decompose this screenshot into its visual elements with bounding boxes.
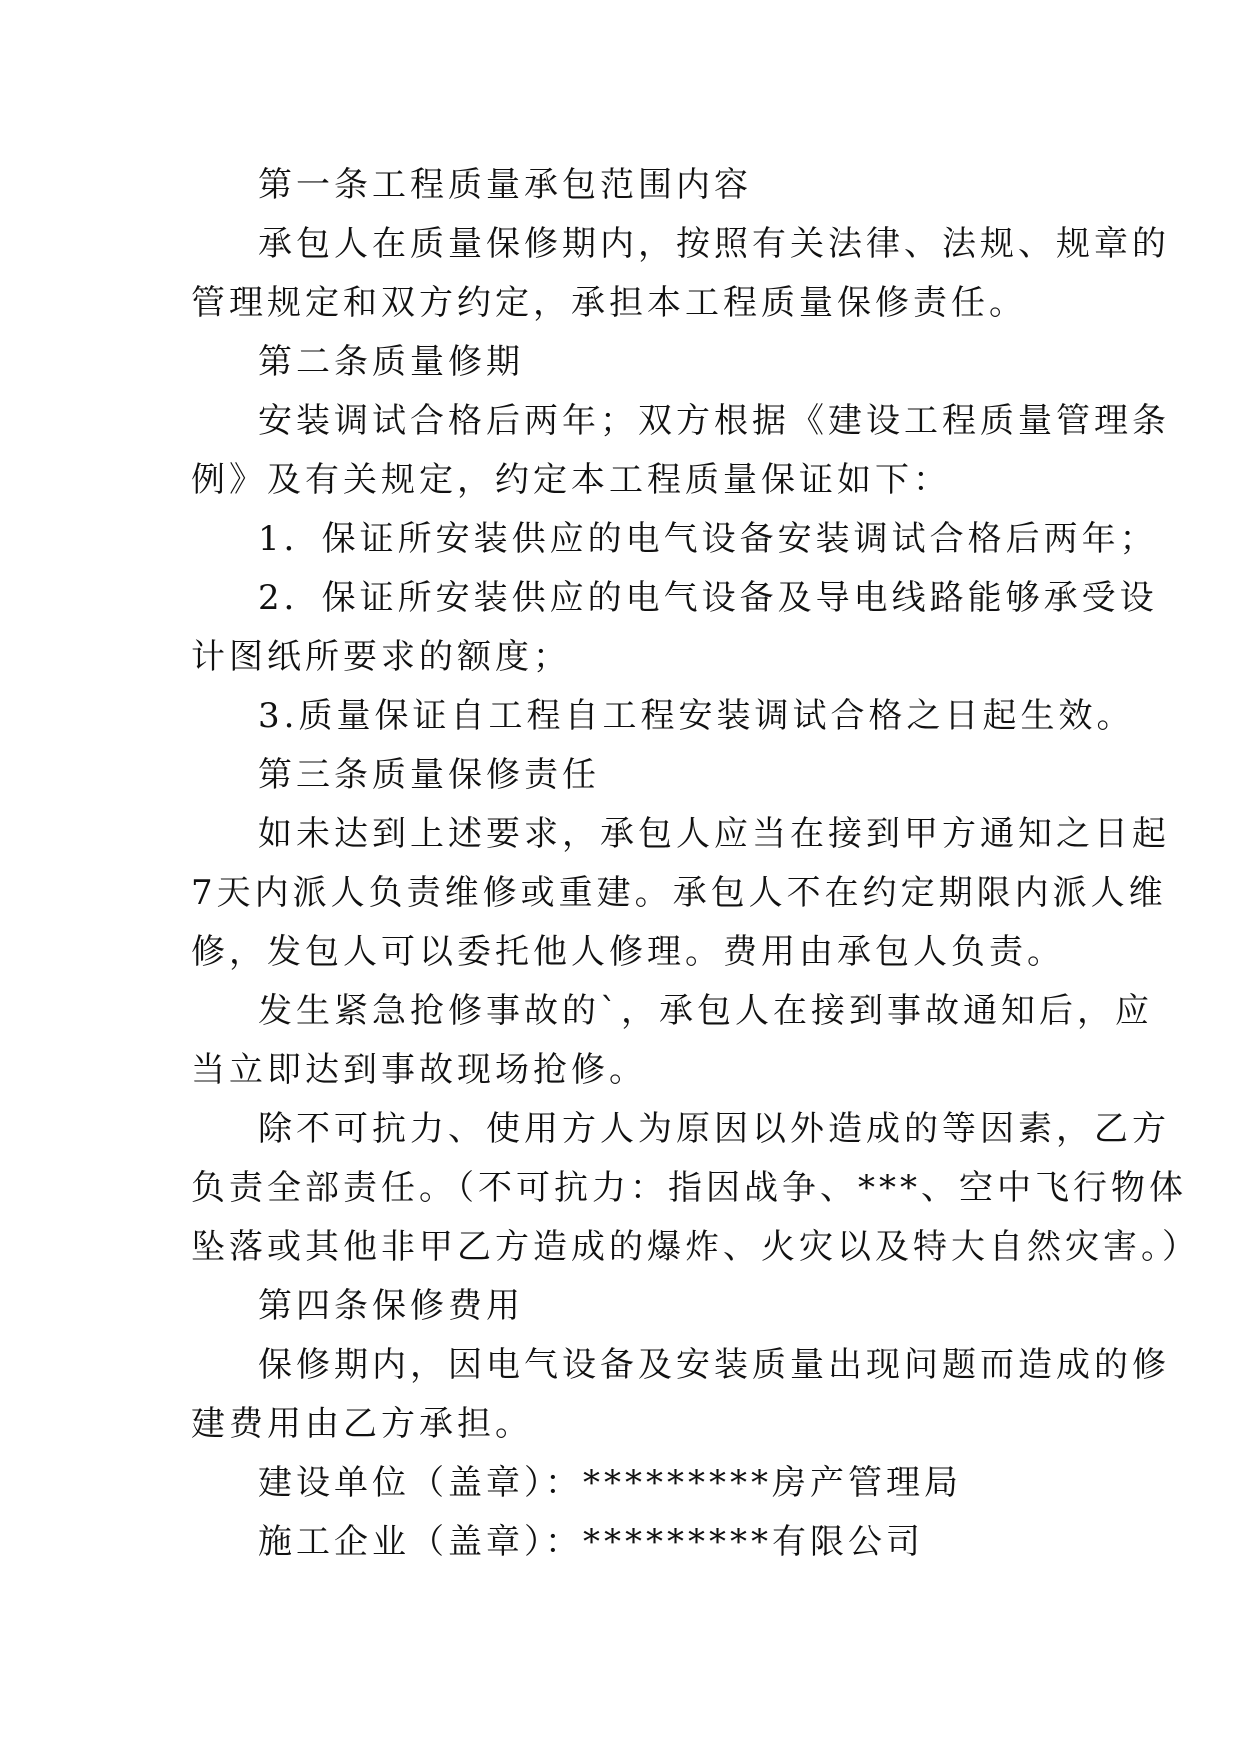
- paragraph-line: 管理规定和双方约定，承担本工程质量保修责任。: [191, 283, 1027, 323]
- paragraph-line: 7天内派人负责维修或重建。承包人不在约定期限内派人维: [191, 873, 1167, 913]
- list-item-3: 3.质量保证自工程自工程安装调试合格之日起生效。: [258, 696, 1135, 736]
- list-item-1: 1．保证所安装供应的电气设备安装调试合格后两年；: [258, 519, 1158, 559]
- paragraph-line: 当立即达到事故现场抢修。: [191, 1050, 647, 1090]
- signature-construction-unit: 建设单位（盖章）：*********房产管理局: [258, 1463, 962, 1503]
- paragraph-line: 除不可抗力、使用方人为原因以外造成的等因素，乙方: [258, 1109, 1170, 1149]
- article-4-heading: 第四条保修费用: [258, 1286, 524, 1326]
- paragraph-line: 承包人在质量保修期内，按照有关法律、法规、规章的: [258, 224, 1170, 264]
- article-3-heading: 第三条质量保修责任: [258, 755, 600, 795]
- paragraph-line: 修，发包人可以委托他人修理。费用由承包人负责。: [191, 932, 1065, 972]
- paragraph-line: 建费用由乙方承担。: [191, 1404, 533, 1444]
- paragraph-line: 如未达到上述要求，承包人应当在接到甲方通知之日起: [258, 814, 1170, 854]
- paragraph-line: 计图纸所要求的额度；: [191, 637, 571, 677]
- list-item-2: 2．保证所安装供应的电气设备及导电线路能够承受设: [258, 578, 1158, 618]
- signature-contractor: 施工企业（盖章）：*********有限公司: [258, 1522, 924, 1562]
- paragraph-line: 发生紧急抢修事故的`，承包人在接到事故通知后，应: [258, 991, 1153, 1031]
- paragraph-line: 负责全部责任。（不可抗力：指因战争、***、空中飞行物体: [191, 1168, 1187, 1208]
- paragraph-line: 例》及有关规定，约定本工程质量保证如下：: [191, 460, 951, 500]
- paragraph-line: 保修期内，因电气设备及安装质量出现问题而造成的修: [258, 1345, 1170, 1385]
- article-2-heading: 第二条质量修期: [258, 342, 524, 382]
- paragraph-line: 坠落或其他非甲乙方造成的爆炸、火灾以及特大自然灾害。）: [191, 1227, 1200, 1267]
- article-1-heading: 第一条工程质量承包范围内容: [258, 165, 752, 205]
- paragraph-line: 安装调试合格后两年；双方根据《建设工程质量管理条: [258, 401, 1170, 441]
